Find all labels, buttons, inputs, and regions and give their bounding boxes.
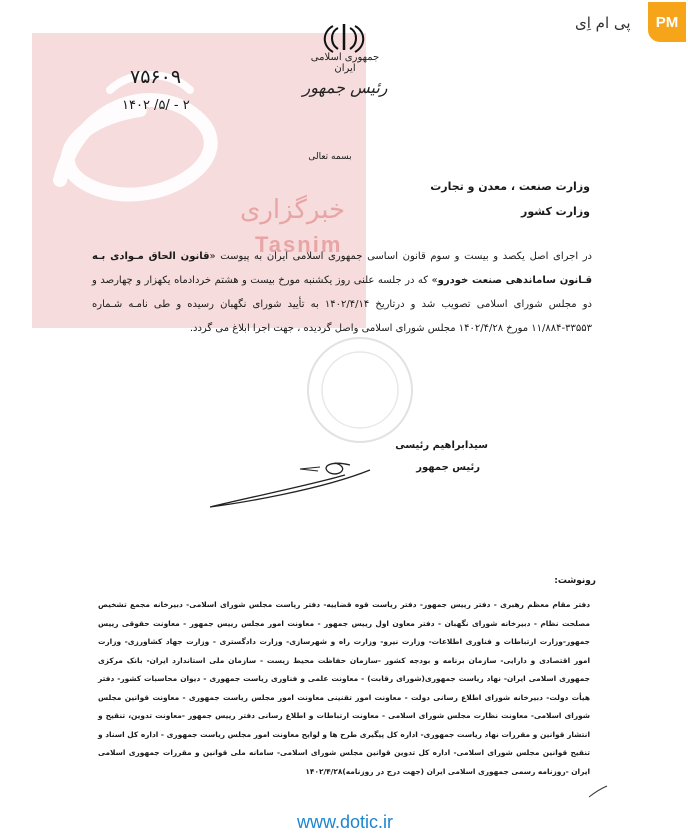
pen-mark bbox=[588, 785, 608, 799]
header-office: رئیس جمهور bbox=[302, 78, 388, 97]
signer-name: سیدابراهیم رئیسی bbox=[395, 440, 488, 451]
header-country: جمهوری اسلامی ایران bbox=[310, 52, 380, 74]
basmala: بسمه تعالی bbox=[308, 152, 352, 162]
body-part-2: » که در جلسه علنی روز یکشنبه مورخ بیست و هشتم خردادماه یکهزار و چهارصد و دو مجلس شورای اسلامی تصویب شد و درتاریخ ۱۴۰۲/۴/۱۴ به تأیید شورای نگهبان رسیده و طی نامـه شـماره ۳۳۵۵۳-۱۱/۸۸۴ مورخ ۱۴۰۲/۴/۲۸ مجلس شورای اسلامی واصل گردیده ، جهت اجرا ابلاغ می گردد. bbox=[92, 275, 592, 334]
law-title: قانون الحاق مـوادی بـه قـانون ساماندهی صنعت خودرو bbox=[92, 251, 592, 286]
brand-logo: PM bbox=[648, 2, 686, 42]
letter-body bbox=[92, 245, 592, 341]
watermark-stamp bbox=[300, 330, 420, 450]
signer-title: رئیس جمهور bbox=[416, 462, 480, 473]
copies-title: رونوشت: bbox=[554, 576, 596, 586]
letter-date: ۱۴۰۲ /۵/ - ۲ bbox=[122, 98, 190, 113]
recipient-ministry-interior: وزارت کشور bbox=[521, 205, 590, 218]
recipient-ministry-industry: وزارت صنعت ، معدن و تجارت bbox=[430, 180, 590, 193]
brand-name: پی ام اِی bbox=[575, 14, 631, 32]
letter-number: ۷۵۶۰۹ bbox=[130, 66, 182, 88]
iran-emblem-icon bbox=[316, 22, 372, 54]
body-part-1: در اجرای اصل یکصد و بیست و سوم قانون اساسی جمهوری اسلامی ایران به پیوست « bbox=[209, 251, 592, 262]
handwritten-signature bbox=[200, 445, 390, 515]
copies-list: دفتر مقام معظم رهبری - دفتر رییس جمهور- دفتر ریاست قوه قضاییه- دفتر ریاست مجلس شورای اسلامی- دبیرخانه مجمع تشخیص مصلحت نظام - دبیرخانه شورای نگهبان - دفتر معاون اول رییس جمهور - معاونت امور مجلس رییس جمهور - معاونت حقوقی رییس جمهور-وزارت ارتباطات و فناوری اطلاعات- وزارت نیرو- وزارت راه و شهرسازی- وزارت دادگستری - وزارت جهاد کشاورزی- وزارت امور اقتصادی و دارایی- سازمان برنامه و بودجه کشور -سازمان حفاظت محیط زیست - سازمان ملی استاندارد ایران- بانک مرکزی جمهوری اسلامی ایران- نهاد ریاست جمهوری(شورای رقابت) - معاونت علمی و فناوری ریاست جمهوری - دیوان محاسبات کشور- دفتر هیأت دولت- دبیرخانه شورای اطلاع رسانی دولت - معاونت امور تقنینی معاونت امور مجلس ریاست جمهوری - معاونت قوانین مجلس شورای اسلامی- معاونت نظارت مجلس شورای اسلامی - معاونت ارتباطات و اطلاع رسانی دفتر رییس جمهور -معاونت تدوین، تنقیح و انتشار قوانین و مقررات نهاد ریاست جمهوری- اداره کل پیگیری طرح ها و لوایح معاونت امور مجلس ریاست جمهوری - اداره کل اسناد و تنقیح قوانین مجلس شورای اسلامی- اداره کل تدوین قوانین مجلس شورای اسلامی- سامانه ملی قوانین و مقررات جمهوری اسلامی ایران -روزنامه رسمی جمهوری اسلامی ایران (جهت درج در روزنامه)۱۴۰۲/۴/۲۸ bbox=[98, 600, 590, 776]
watermark-text-fa: خبرگزاری bbox=[240, 195, 346, 225]
footer-website[interactable]: www.dotic.ir bbox=[296, 812, 394, 832]
watermark-text-en: Tasnim bbox=[255, 232, 343, 257]
